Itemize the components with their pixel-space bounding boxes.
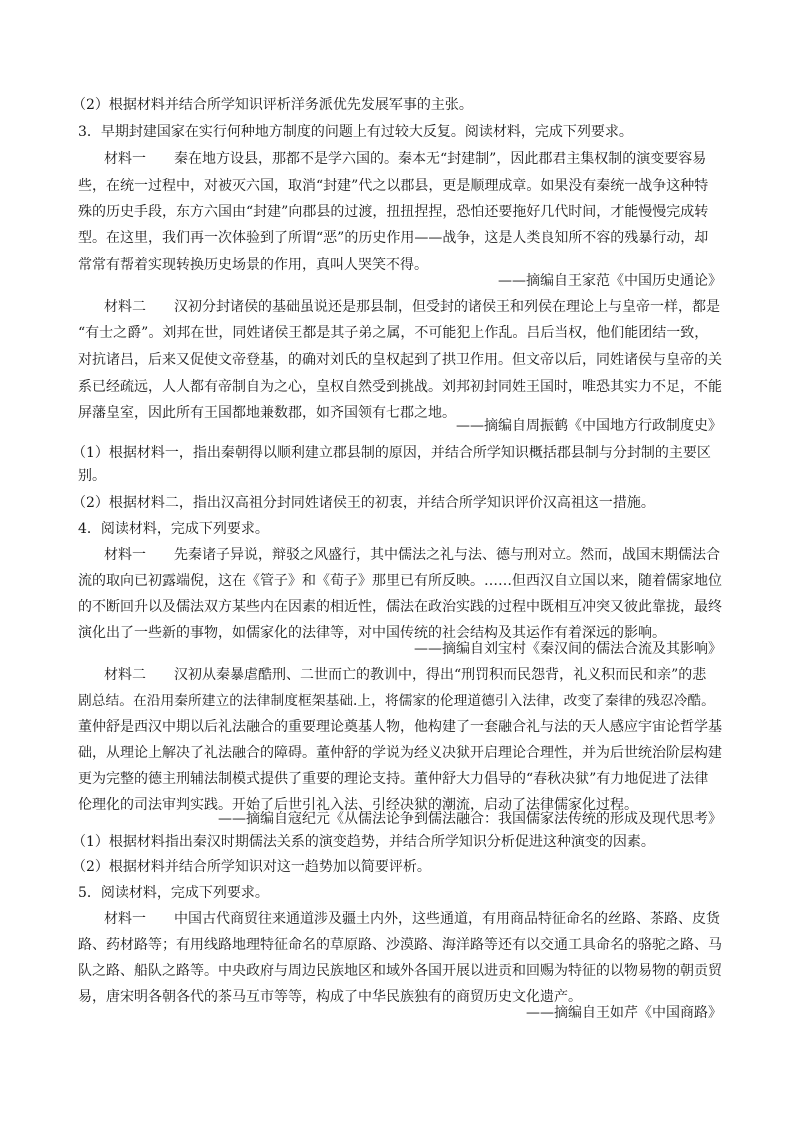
q3-material-2-line: 对抗诸吕，后来又促使文帝登基，的确对刘氏的皇权起到了拱卫作用。但文帝以后，同姓诸侯与皇帝的关 (78, 352, 722, 368)
q4-material-2-source: ——摘编自寇纪元《从儒法论争到儒法融合：我国儒家法传统的形成及现代思考》 (218, 811, 722, 827)
question-2-subquestion-2: （2）根据材料并结合所学知识评析洋务派优先发展军事的主张。 (72, 97, 473, 113)
q5-material-1-line: 路、药材路等；有用线路地理特征命名的草原路、沙漠路、海洋路等还有以交通工具命名的骆驼之路、马 (78, 937, 722, 953)
q4-material-2-line: 材料二 汉初从秦暴虐酷刑、二世而亡的教训中，得出“刑罚积而民怨背，礼义积而民和亲”的悲 (104, 667, 707, 683)
q3-material-2-line: 屏藩皇室，因此所有王国都地兼数郡，如齐国领有七郡之地。 (78, 405, 456, 421)
q4-material-2-line: 础，从理论上解决了礼法融合的障碍。董仲舒的学说为经义决狱开启理论合理性，并为后世统治阶层构建 (78, 745, 722, 761)
question-3-heading: 3．早期封建国家在实行何种地方制度的问题上有过较大反复。阅读材料，完成下列要求。 (78, 124, 633, 140)
q4-subquestion-2: （2）根据材料并结合所学知识对这一趋势加以简要评析。 (72, 859, 431, 875)
q4-material-1-line: 材料一 先秦诸子异说，辩驳之风盛行，其中儒法之礼与法、德与刑对立。然而，战国末期儒法合 (104, 547, 720, 563)
q3-material-1-source: ——摘编自王家范《中国历史通论》 (498, 273, 722, 289)
question-4-heading: 4．阅读材料，完成下列要求。 (78, 521, 269, 537)
q4-material-2-line: 剧总结。在沿用秦所建立的法律制度框架基础.上，将儒家的伦理道德引入法律，改变了秦律的残忍冷酷。 (78, 693, 715, 709)
q4-material-1-source: ——摘编自刘宝村《秦汉间的儒法合流及其影响》 (414, 641, 722, 657)
q3-material-2-source: ——摘编自周振鹤《中国地方行政制度史》 (456, 418, 722, 434)
q5-material-1-line: 材料一 中国古代商贸往来通道涉及疆土内外，这些通道，有用商品特征命名的丝路、茶路、皮货 (104, 911, 720, 927)
q4-material-1-line: 演化出了一些新的事物，如儒家化的法律等，对中国传统的社会结构及其运作有着深远的影响。 (78, 625, 666, 641)
q3-material-1-line: 材料一 秦在地方设县，那都不是学六国的。秦本无“封建制”，因此郡君主集权制的演变要容易 (104, 151, 707, 167)
q3-material-1-line: 型。在这里，我们再一次体验到了所谓“恶”的历史作用——战争，这是人类良知所不容的残暴行动，却 (78, 230, 709, 246)
q3-material-1-line: 常常有帮着实现转换历史场景的作用，真叫人哭笑不得。 (78, 257, 428, 273)
q3-material-2-line: 系已经疏远，人人都有帝制自为之心，皇权自然受到挑战。刘邦初封同姓王国时，唯恐其实力不足，不能 (78, 379, 722, 395)
q3-material-2-line: 材料二 汉初分封诸侯的基础虽说还是那县制，但受封的诸侯王和列侯在理论上与皇帝一样，都是 (104, 299, 720, 315)
q4-subquestion-1: （1）根据材料指出秦汉时期儒法关系的演变趋势，并结合所学知识分析促进这种演变的因素。 (72, 834, 655, 850)
q5-material-1-line: 队之路、船队之路等。中央政府与周边民族地区和域外各国开展以进贡和回赐为特征的以物易物的朝贡贸 (78, 963, 722, 979)
q3-material-2-line: “有士之爵”。刘邦在世，同姓诸侯王都是其子弟之属，不可能犯上作乱。吕后当权，他们能团结一致， (78, 325, 709, 341)
q4-material-2-line: 伦理化的司法审判实践。开始了后世引礼入法、引经决狱的潮流，启动了法律儒家化过程。 (78, 797, 638, 813)
q3-material-1-line: 殊的历史手段，东方六国由“封建”向郡县的过渡，扭扭捏捏，恐怕还要拖好几代时间，才能慢慢完成转 (78, 204, 709, 220)
q3-subquestion-1: （1）根据材料一，指出秦朝得以顺利建立郡县制的原因，并结合所学知识概括郡县制与分封制的主要区 (72, 445, 711, 461)
q4-material-1-line: 的不断回升以及儒法双方某些内在因素的相近性，儒法在政治实践的过程中既相互冲突又彼此靠拢，最终 (78, 599, 722, 615)
q4-material-1-line: 流的取向已初露端倪，这在《管子》和《荀子》那里已有所反映。……但西汉自立国以来，随着儒家地位 (78, 573, 722, 589)
q5-material-1-source: ——摘编自王如芹《中国商路》 (526, 1005, 722, 1021)
q3-subquestion-1-cont: 别。 (78, 468, 106, 484)
question-5-heading: 5．阅读材料，完成下列要求。 (78, 885, 269, 901)
q4-material-2-line: 董仲舒是西汉中期以后礼法融合的重要理论奠基人物，他构建了一套融合礼与法的天人感应宇宙论哲学基 (78, 719, 722, 735)
q3-material-1-line: 些，在统一过程中，对被灭六国，取消“封建”代之以郡县，更是顺理成章。如果没有秦统一战争这种特 (78, 178, 709, 194)
q4-material-2-line: 更为完整的德主刑辅法制模式提供了重要的理论支持。董仲舒大力倡导的“春秋决狱”有力地促进了法律 (78, 771, 709, 787)
q5-material-1-line: 易，唐宋明各朝各代的茶马互市等等，构成了中华民族独有的商贸历史文化遗产。 (78, 989, 582, 1005)
q3-subquestion-2: （2）根据材料二，指出汉高祖分封同姓诸侯王的初衷，并结合所学知识评价汉高祖这一措施。 (72, 495, 655, 511)
